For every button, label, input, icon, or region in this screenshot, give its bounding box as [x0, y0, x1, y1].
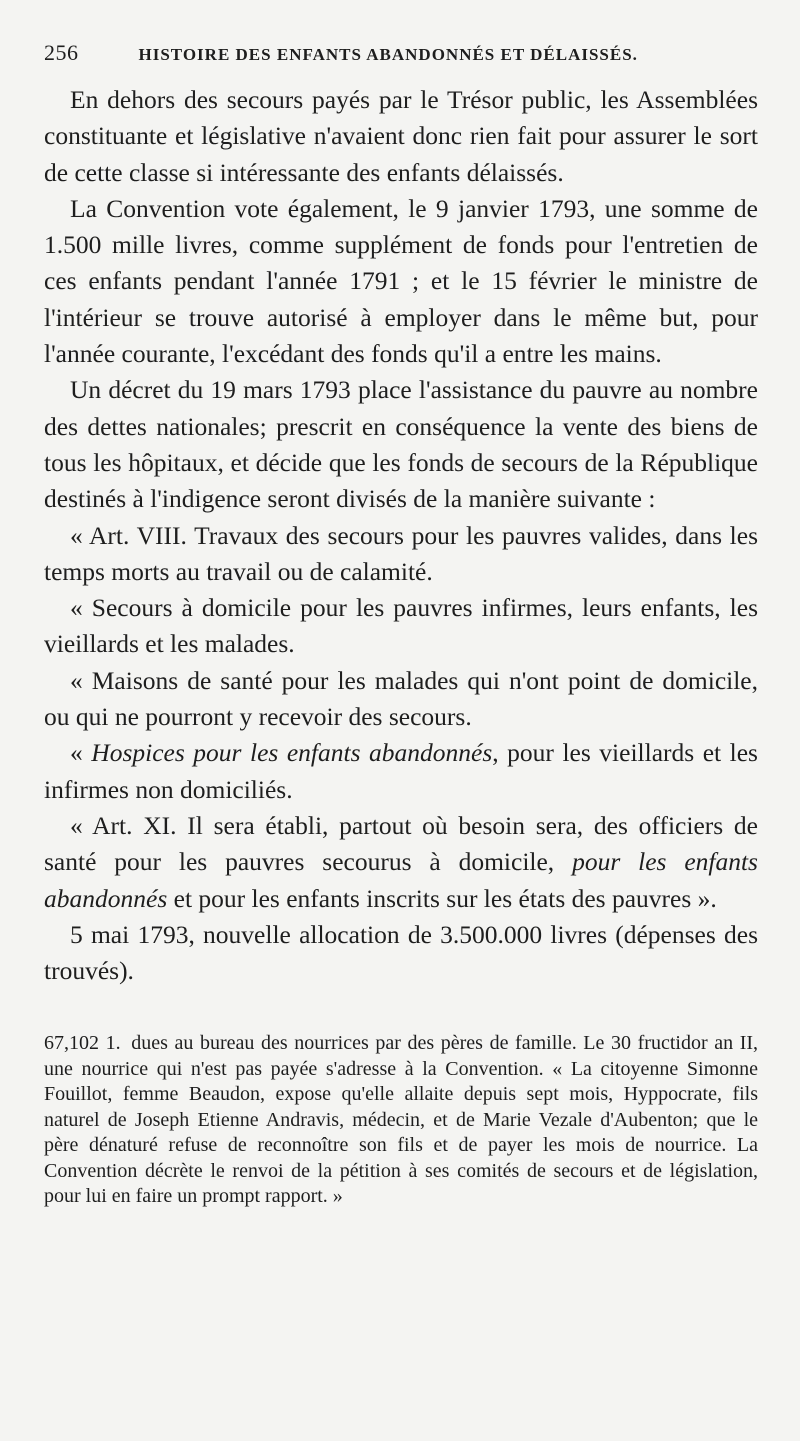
footnote-marker: 67,102 1.	[44, 1032, 121, 1055]
paragraph	[44, 735, 758, 808]
paragraph-rest: et pour les enfants inscrits sur les états des pauvres ».	[167, 883, 717, 913]
paragraph-rest: , pour les vieillards et les infirmes non domiciliés.	[44, 738, 758, 804]
paragraph: Un décret du 19 mars 1793 place l'assistance du pauvre au nombre des dettes nationales; prescrit en conséquence la vente des biens de tous les hôpitaux, et décide que les fonds de secours de la République destinés à l'indigence seront divisés de la manière suivante :	[44, 375, 758, 514]
page-number: 256	[44, 40, 79, 65]
paragraph: « Secours à domicile pour les pauvres infirmes, leurs enfants, les vieillards et les malades.	[44, 593, 758, 659]
footnote	[44, 1031, 758, 1210]
body-text	[44, 82, 758, 989]
running-head: HISTOIRE DES ENFANTS ABANDONNÉS ET DÉLAISSÉS.	[138, 45, 638, 64]
italic-phrase: pour les enfants abandonnés	[44, 847, 758, 913]
paragraph: En dehors des secours payés par le Trésor public, les Assemblées constituante et législative n'avaient donc rien fait pour assurer le sort de cette classe si intéressante des enfants délaissés.	[44, 85, 758, 187]
paragraph-lead: «	[70, 738, 92, 768]
footnote-text: dues au bureau des nourrices par des pères de famille. Le 30 fructidor an II, une nourrice qui n'est pas payée s'adresse à la Convention. « La citoyenne Simonne Fouillot, femme Beaudon, expose qu'elle allaite depuis sept mois, Hyppocrate, fils naturel de Joseph Etienne Andravis, médecin, et de Marie Vezale d'Aubenton; que le père dénaturé refuse de reconnoître son fils et de payer les mois de nourrice. La Convention décrète le renvoi de la pétition à ses comités de secours et de législation, pour lui en faire un prompt rapport. »	[44, 1032, 759, 1208]
page-header	[44, 40, 758, 66]
paragraph: « Art. VIII. Travaux des secours pour les pauvres valides, dans les temps morts au travail ou de calamité.	[44, 520, 758, 586]
paragraph: « Maisons de santé pour les malades qui n'ont point de domicile, ou qui ne pourront y recevoir des secours.	[44, 665, 758, 732]
paragraph: La Convention vote également, le 9 janvier 1793, une somme de 1.500 mille livres, comme supplément de fonds pour l'entretien de ces enfants pendant l'année 1791 ; et le 15 février le ministre de l'intérieur se trouve autorisé à employer dans le même but, pour l'année courante, l'excédant des fonds qu'il a entre les mains.	[44, 193, 758, 369]
paragraph	[44, 808, 758, 917]
paragraph: 5 mai 1793, nouvelle allocation de 3.500.000 livres (dépenses des trouvés).	[44, 919, 758, 986]
paragraph-lead: « Art. XI. Il sera établi, partout où besoin sera, des officiers de santé pour les pauvres secourus à domicile,	[44, 810, 758, 877]
italic-phrase: Hospices pour les enfants abandonnés	[91, 738, 493, 768]
